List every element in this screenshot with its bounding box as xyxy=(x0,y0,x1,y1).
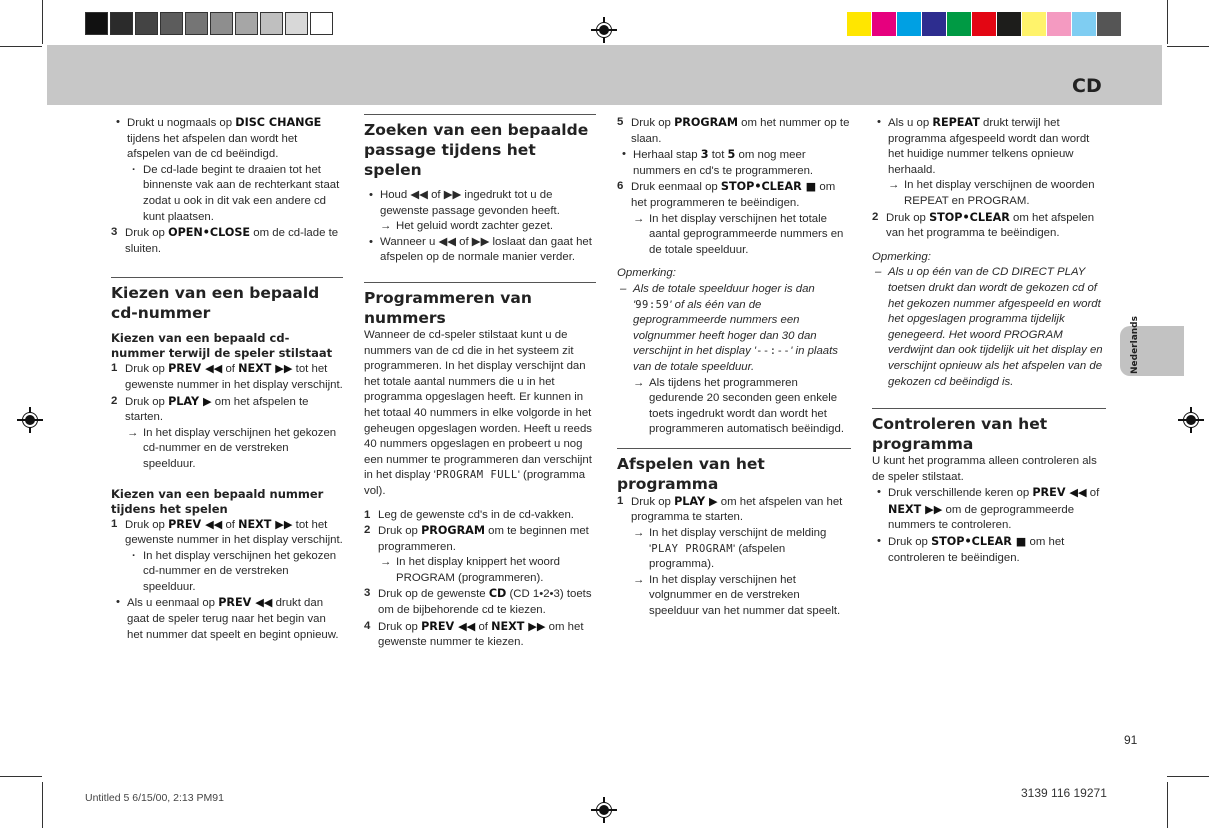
step-item: 6 Druk eenmaal op STOP•CLEAR ■ om het programmeren te beëindigen. xyxy=(617,180,836,209)
paragraph: U kunt het programma alleen controleren als de speler stilstaat. xyxy=(872,455,1097,483)
result-item: → In het display verschijnen het totale aantal geprogrammeerde nummers en de totale speelduur. xyxy=(617,212,851,259)
step-item: 3 Druk op de gewenste CD (CD 1•2•3) toets om de bijbehorende cd te kiezen. xyxy=(364,587,592,617)
grayscale-swatch xyxy=(235,12,258,35)
grayscale-swatch xyxy=(135,12,158,35)
color-swatch xyxy=(897,12,921,36)
heading-check-program: Controleren van het programma xyxy=(872,408,1106,454)
registration-mark-icon xyxy=(591,797,617,823)
footer-file-info: Untitled 5 6/15/00, 2:13 PM91 xyxy=(85,792,224,804)
grayscale-swatch xyxy=(85,12,108,35)
note-heading: Opmerking: xyxy=(872,250,931,263)
color-swatch xyxy=(1097,12,1121,36)
section-title: CD xyxy=(1072,75,1102,97)
step-item: 2 Druk op PROGRAM om te beginnen met programmeren. xyxy=(364,524,589,553)
heading-select-track: Kiezen van een bepaald cd-nummer xyxy=(111,277,343,323)
subheading-stopped: Kiezen van een bepaald cd-nummer terwijl de speler stilstaat xyxy=(111,331,333,361)
crop-mark xyxy=(1167,0,1168,44)
language-tab xyxy=(1120,316,1184,376)
note-text: – Als u op één van de CD DIRECT PLAY toetsen drukt dan wordt de gekozen cd of het gekozen nummer afgespeeld en wordt het opgeslagen programma tijdelijk genegeerd. Het woord PROGRAM verdwijnt dan ook tijdelijk uit het display en verschijnt opnieuw als het afspelen van de gekozen cd beëindigd is. xyxy=(872,265,1106,390)
registration-mark-icon xyxy=(1178,407,1204,433)
crop-mark xyxy=(0,776,42,777)
header-band xyxy=(47,45,1162,105)
step-item: 5 Druk op PROGRAM om het nummer op te slaan. xyxy=(617,116,850,145)
step-item: 4 Druk op PREV ◀◀ of NEXT ▶▶ om het gewenste nummer te kiezen. xyxy=(364,619,584,649)
column-3 xyxy=(617,115,851,620)
note-text: – Als de totale speelduur hoger is dan '99:59' of als één van de geprogrammeerde nummers een volgnummer heeft hoger dan 30 dan verschijnt in het display '--:--' in plaats van de totale speelduur. xyxy=(617,282,851,376)
list-item: • Houd ◀◀ of ▶▶ ingedrukt tot u de gewenste passage gevonden heeft. xyxy=(364,188,596,219)
heading-play-program: Afspelen van het programma xyxy=(617,448,851,494)
heading-program: Programmeren van nummers xyxy=(364,282,596,328)
grayscale-strip xyxy=(85,12,335,35)
heading-search: Zoeken van een bepaalde passage tijdens het spelen xyxy=(364,114,596,180)
step-item: 2 Druk op PLAY ▶ om het afspelen te starten. xyxy=(111,394,309,424)
result-item: → In het display knippert het woord PROGRAM (programmeren). xyxy=(364,555,596,586)
grayscale-swatch xyxy=(110,12,133,35)
grayscale-swatch xyxy=(210,12,233,35)
step-item: 3 Druk op OPEN•CLOSE om de cd-lade te sluiten. xyxy=(111,226,339,255)
result-item: → In het display verschijnen de woorden REPEAT en PROGRAM. xyxy=(872,178,1106,209)
color-swatch xyxy=(997,12,1021,36)
footer-part-number: 3139 116 19271 xyxy=(1021,786,1107,800)
list-item: · In het display verschijnen het gekozen cd-nummer en de verstreken speelduur. xyxy=(111,549,343,596)
list-item: • Als u eenmaal op PREV ◀◀ drukt dan gaat de speler terug naar het begin van het nummer dat speelt en begint opnieuw. xyxy=(111,595,343,643)
crop-mark xyxy=(1167,46,1209,47)
note-heading: Opmerking: xyxy=(617,267,676,280)
color-swatch xyxy=(1047,12,1071,36)
grayscale-swatch xyxy=(310,12,333,35)
language-tab-label: Nederlands xyxy=(1130,316,1140,374)
list-item: • Wanneer u ◀◀ of ▶▶ loslaat dan gaat het afspelen op de normale manier verder. xyxy=(364,235,596,266)
color-bar xyxy=(847,12,1122,36)
result-item: → In het display verschijnen het volgnummer en de verstreken speelduur van het nummer dat speelt. xyxy=(617,573,851,620)
column-2 xyxy=(364,114,596,651)
list-item: • Druk op STOP•CLEAR ■ om het controleren te beëindigen. xyxy=(872,534,1106,566)
grayscale-swatch xyxy=(260,12,283,35)
list-item: • Drukt u nogmaals op DISC CHANGE tijdens het afspelen dan wordt het afspelen van de cd beëindigd. xyxy=(111,115,343,163)
result-item: → Het geluid wordt zachter gezet. xyxy=(364,219,596,235)
color-swatch xyxy=(947,12,971,36)
crop-mark xyxy=(42,782,43,828)
step-item: 1 Leg de gewenste cd's in de cd-vakken. xyxy=(364,508,574,521)
paragraph: Wanneer de cd-speler stilstaat kunt u de nummers van de cd die in het systeem zit programmeren. In het display verschijnt dan het totale aantal nummers die u in het programma opgeslagen heeft. Er kunnen in het totaal 40 nummers in elke volgorde in het geheugen opgeslagen worden. Heeft u reeds 40 nummers opgeslagen en probeert u nog een nummer te programmeren dan verschijnt in het display 'PROGRAM FULL' (programma vol). xyxy=(364,328,592,497)
color-swatch xyxy=(1072,12,1096,36)
list-item: • Herhaal stap 3 tot 5 om nog meer nummers en cd's te programmeren. xyxy=(617,147,851,179)
crop-mark xyxy=(1167,776,1209,777)
result-item: → Als tijdens het programmeren gedurende 20 seconden geen enkele toets ingedrukt wordt dan wordt het programmeren automatisch beëindigd. xyxy=(617,376,851,438)
step-item: 1 Druk op PREV ◀◀ of NEXT ▶▶ tot het gewenste nummer in het display verschijnt. xyxy=(111,362,343,391)
color-swatch xyxy=(1022,12,1046,36)
registration-mark-icon xyxy=(17,407,43,433)
grayscale-swatch xyxy=(185,12,208,35)
color-swatch xyxy=(872,12,896,36)
color-swatch xyxy=(847,12,871,36)
registration-mark-icon xyxy=(591,17,617,43)
crop-mark xyxy=(0,46,42,47)
list-item: · De cd-lade begint te draaien tot het binnenste vak aan de rechterkant staat zodat u ook in dit vak een andere cd kunt plaatsen. xyxy=(111,163,343,225)
crop-mark xyxy=(1167,782,1168,828)
color-swatch xyxy=(922,12,946,36)
column-1 xyxy=(111,115,343,643)
step-item: 2 Druk op STOP•CLEAR om het afspelen van het programma te beëindigen. xyxy=(872,210,1095,240)
page-number: 91 xyxy=(1124,733,1138,747)
result-item: → In het display verschijnt de melding 'PLAY PROGRAM' (afspelen programma). xyxy=(617,526,851,573)
step-item: 1 Druk op PREV ◀◀ of NEXT ▶▶ tot het gewenste nummer in het display verschijnt. xyxy=(111,517,343,547)
color-swatch xyxy=(972,12,996,36)
grayscale-swatch xyxy=(160,12,183,35)
result-item: → In het display verschijnen het gekozen cd-nummer en de verstreken speelduur. xyxy=(111,426,343,473)
step-item: 1 Druk op PLAY ▶ om het afspelen van het programma te starten. xyxy=(617,494,843,524)
column-4 xyxy=(872,115,1106,566)
list-item: • Als u op REPEAT drukt terwijl het programma afgespeeld wordt dan wordt het huidige nummer telkens opnieuw herhaald. xyxy=(872,115,1106,178)
grayscale-swatch xyxy=(285,12,308,35)
subheading-playing: Kiezen van een bepaald nummer tijdens het spelen xyxy=(111,486,324,516)
list-item: • Druk verschillende keren op PREV ◀◀ of NEXT ▶▶ om de geprogrammeerde nummers te controleren. xyxy=(872,485,1106,534)
crop-mark xyxy=(42,0,43,44)
